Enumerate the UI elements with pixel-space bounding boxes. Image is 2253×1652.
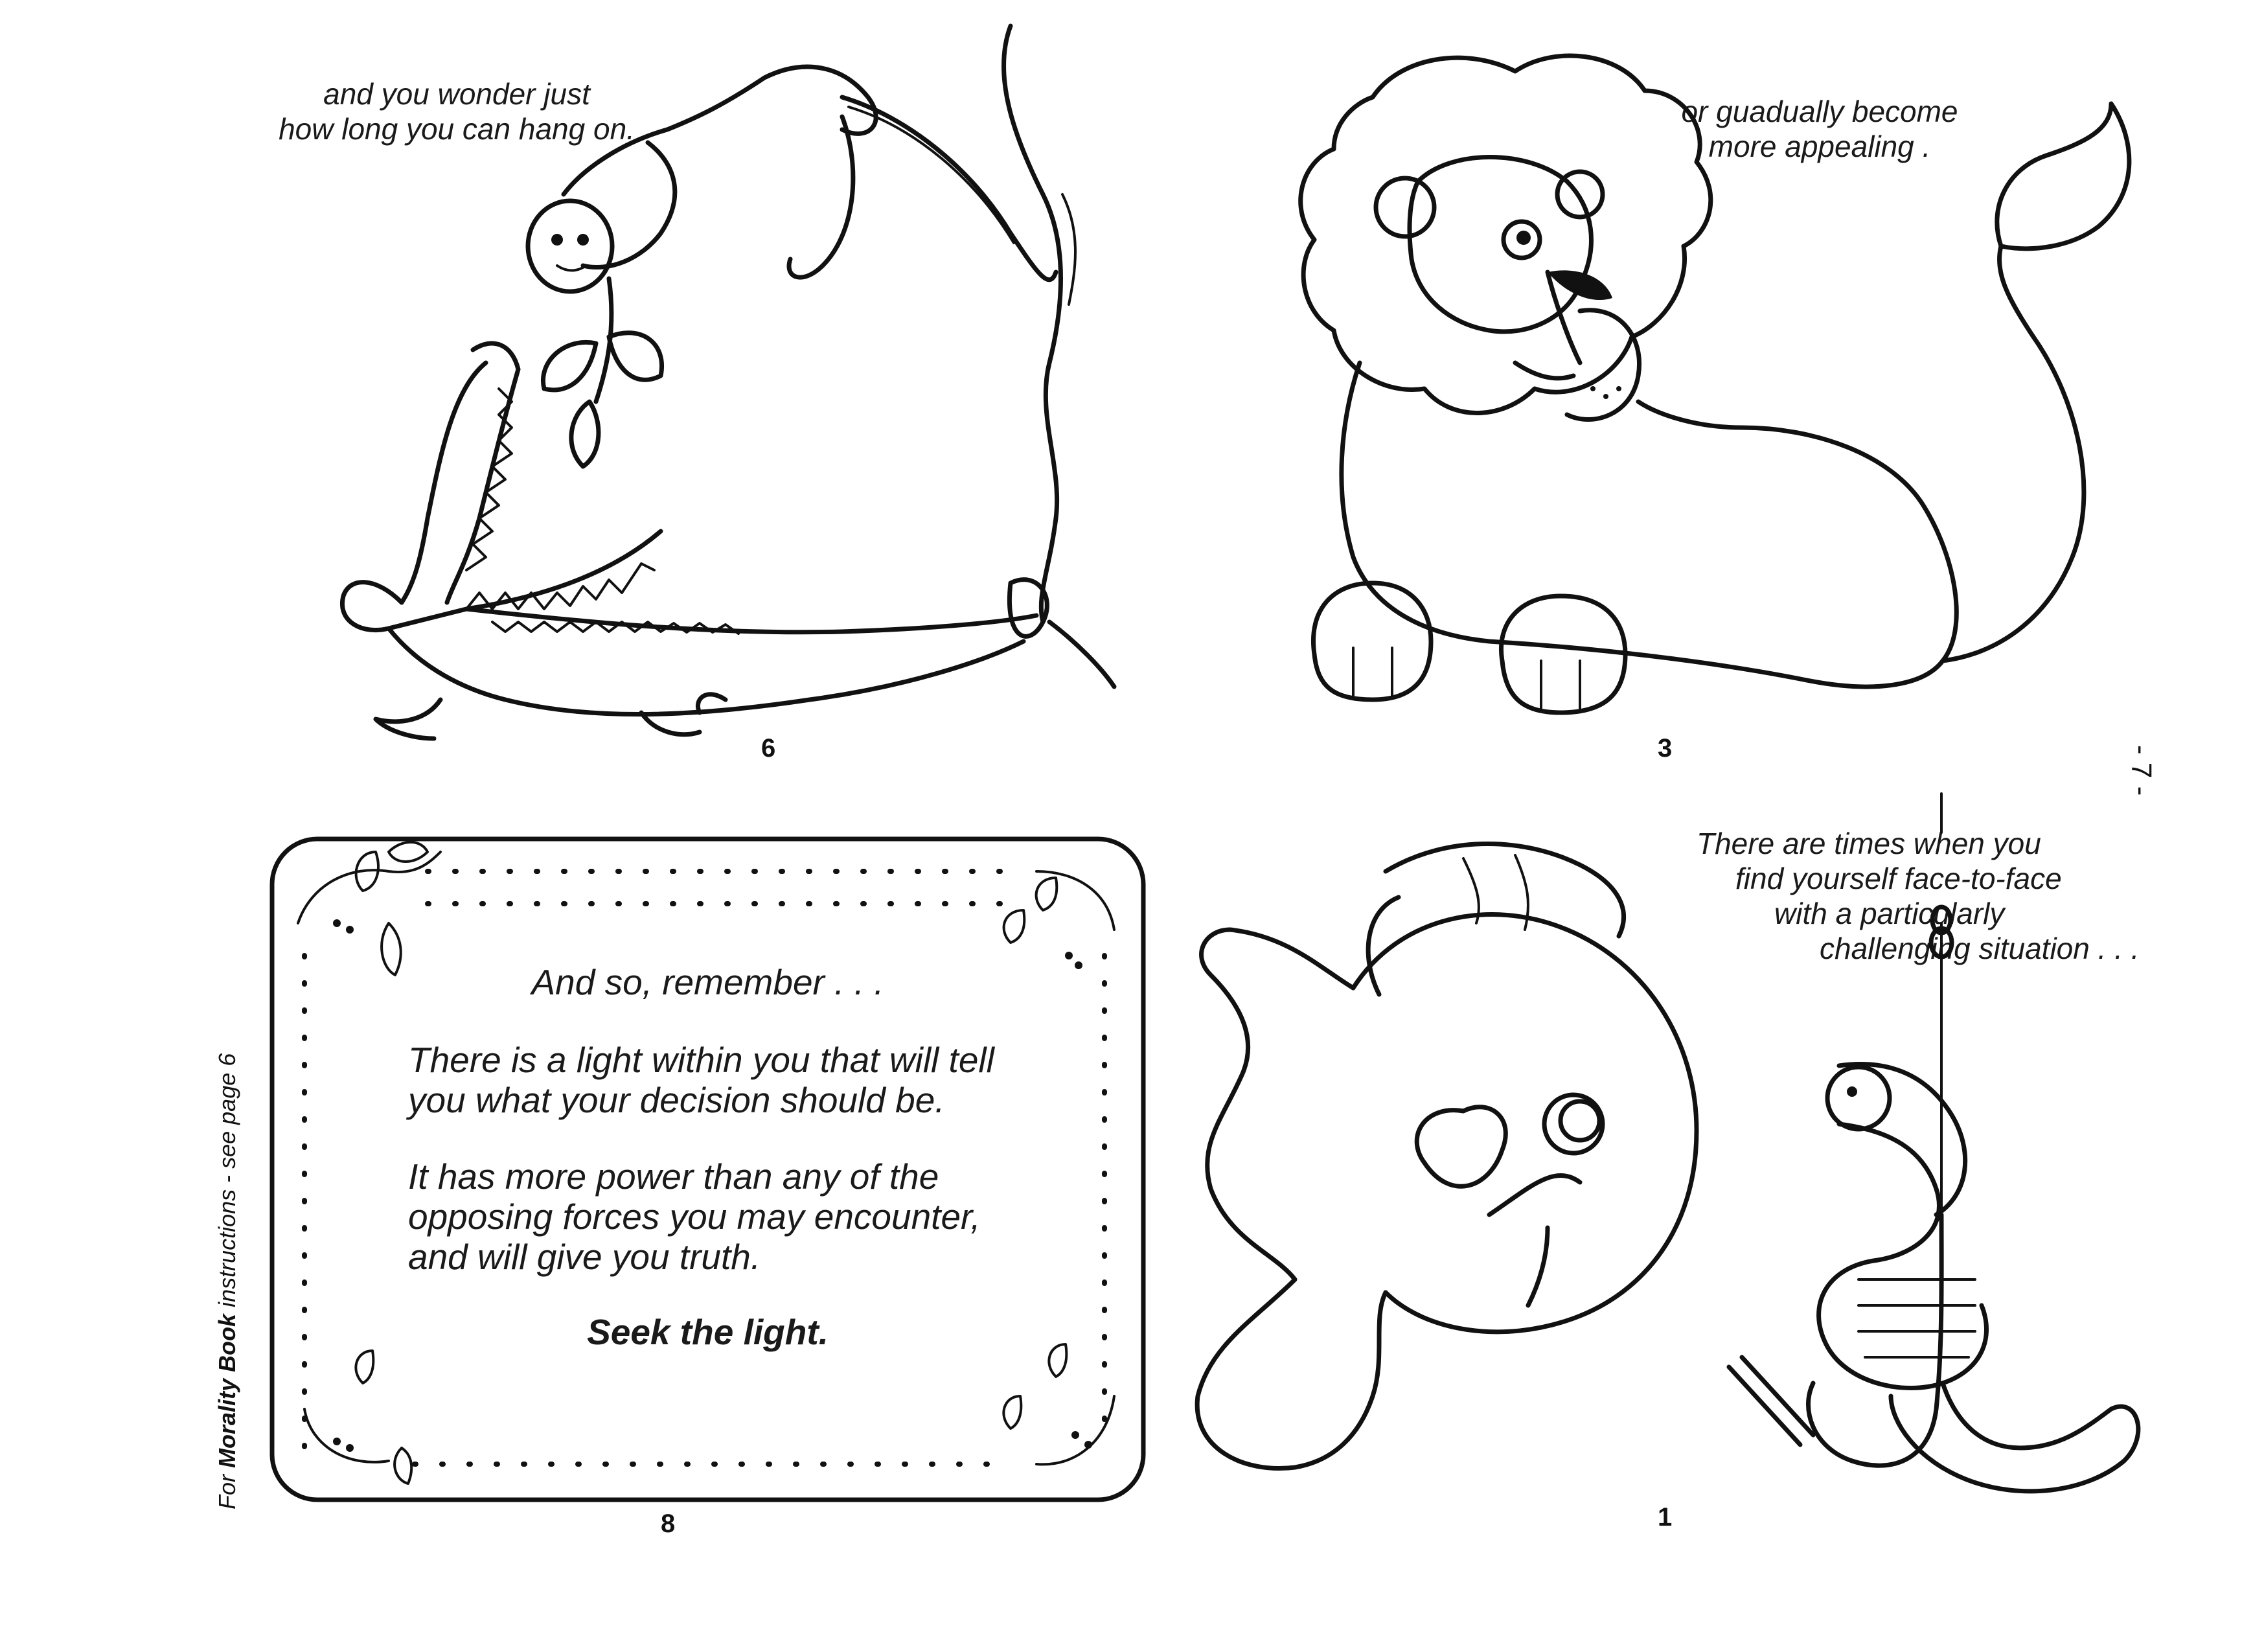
lion-illustration	[1126, 0, 2253, 826]
corner-leaf-icon	[304, 1351, 411, 1484]
side-note-suffix: instructions - see page 6	[214, 1053, 240, 1314]
side-note-prefix: For	[214, 1467, 240, 1509]
card-paragraph	[408, 1040, 1056, 1120]
corner-leaf-icon	[1003, 1344, 1114, 1464]
caption-line: challenging situation . . .	[1820, 932, 2140, 965]
page-number: 1	[1658, 1503, 1673, 1532]
caption-line: how long you can hang on.	[279, 112, 635, 146]
card-paragraph	[408, 1156, 1056, 1277]
card-heading: And so, remember . . .	[531, 962, 884, 1002]
caption-line: or guadually become	[1681, 95, 1958, 128]
caption-line: find yourself face-to-face	[1735, 862, 2062, 895]
card-line: you what your decision should be.	[408, 1080, 945, 1120]
page-number: 6	[761, 734, 776, 763]
corner-leaf-icon	[1004, 871, 1114, 969]
side-note	[214, 1053, 241, 1509]
card-closing: Seek the light.	[587, 1312, 829, 1352]
sheet-page-number: - 7 -	[2125, 745, 2157, 796]
caption-line: more appealing .	[1708, 130, 1931, 163]
page-number: 8	[661, 1509, 676, 1538]
caption-line: and you wonder just	[323, 77, 590, 111]
panel-text-card	[0, 826, 1126, 1652]
card-line: and will give you truth.	[408, 1237, 761, 1277]
caption-line: There are times when you	[1697, 827, 2041, 860]
card-line: It has more power than any of the	[408, 1156, 939, 1197]
panel-crocodile-monkey	[0, 0, 1126, 826]
page-number: 3	[1658, 734, 1673, 763]
panel-fish-worm	[1126, 826, 2253, 1652]
card-line: opposing forces you may encounter,	[408, 1197, 981, 1237]
fish-and-worm-illustration	[1126, 826, 2253, 1652]
caption-line: with a particularly	[1774, 897, 2005, 930]
corner-leaf-icon	[298, 842, 440, 975]
card-line: There is a light within you that will tell	[408, 1040, 994, 1080]
side-note-book-title: Morality Book	[214, 1313, 240, 1468]
panel-lion	[1126, 0, 2253, 826]
crocodile-monkey-illustration	[0, 0, 1126, 826]
